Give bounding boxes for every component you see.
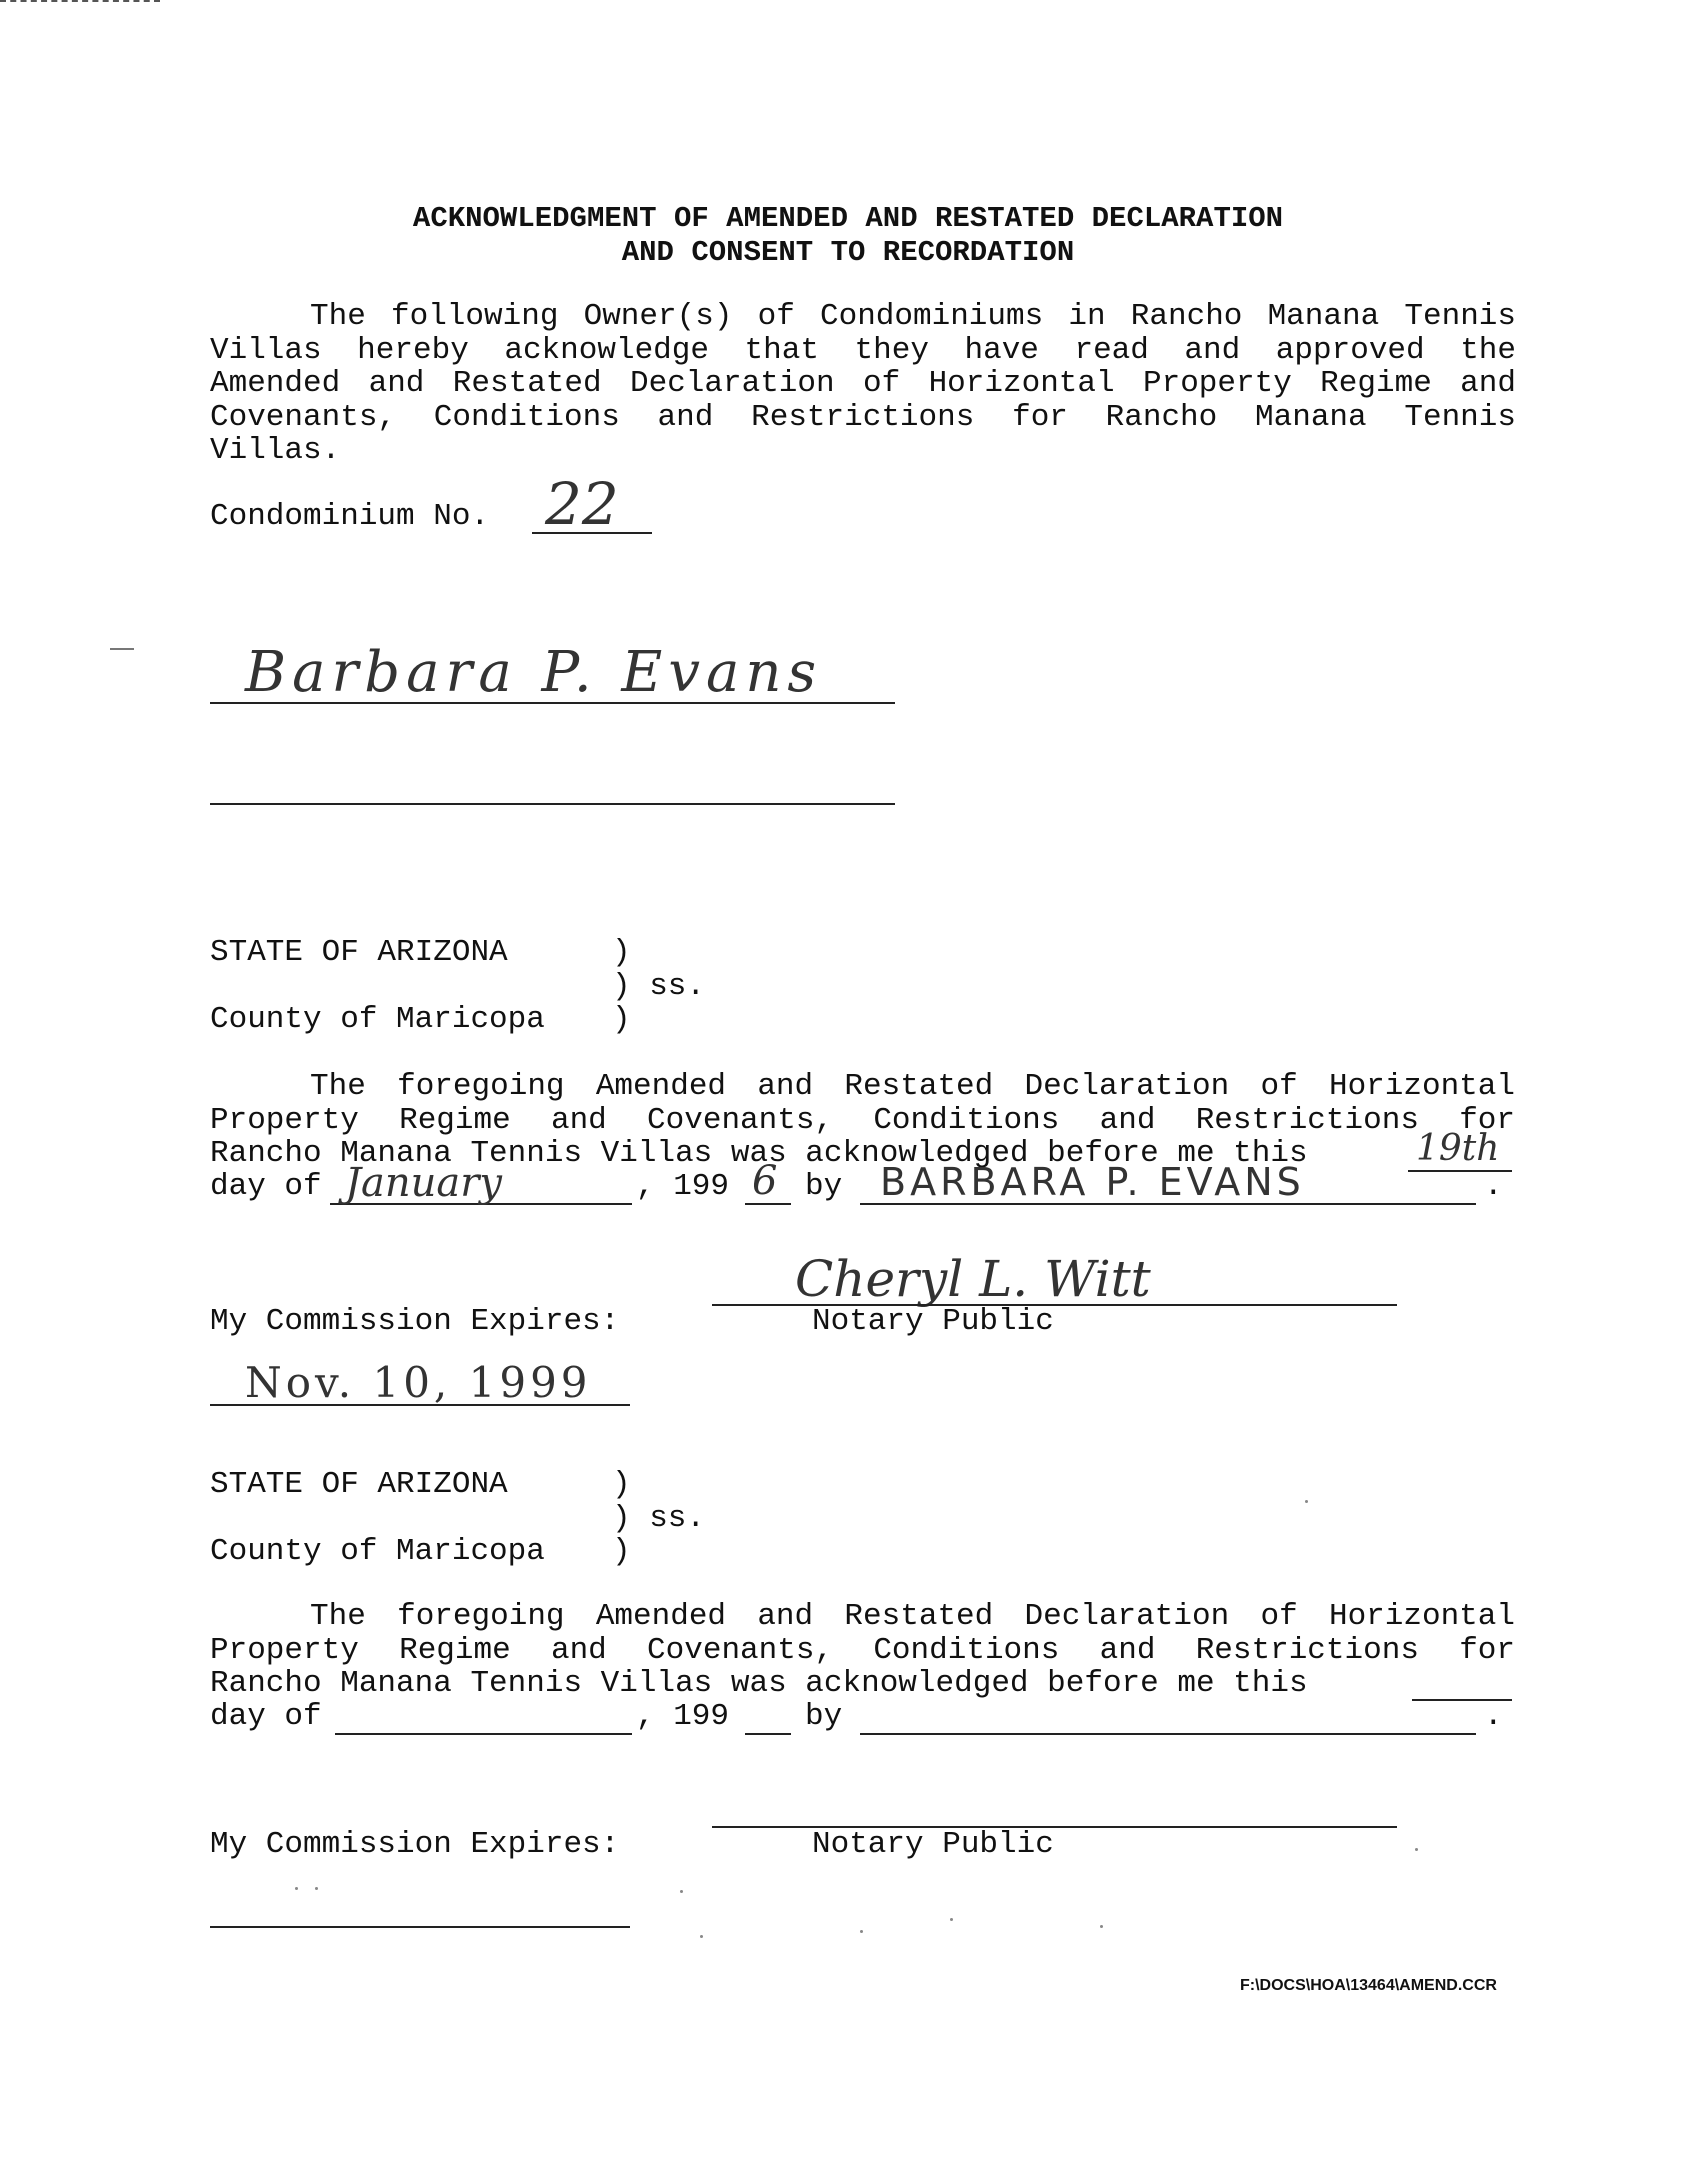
- commission-expires-line-2: [210, 1926, 630, 1928]
- ack-line: The foregoing Amended and Restated Declaration of Horizontal: [310, 1599, 1515, 1634]
- ack-line: Property Regime and Covenants, Conditions and Restrictions for: [210, 1102, 1515, 1138]
- venue-ss-1: ) ss.: [612, 969, 706, 1004]
- venue-county-1: County of Maricopa: [210, 1002, 545, 1037]
- ack-line: Rancho Manana Tennis Villas was acknowledged before me this: [210, 1666, 1308, 1701]
- ack-name-value: BARBARA P. EVANS: [880, 1160, 1305, 1204]
- intro-line: Villas hereby acknowledge that they have read and approved the: [210, 332, 1516, 368]
- ack-line: Property Regime and Covenants, Conditions and Restrictions for: [210, 1632, 1515, 1668]
- scan-speck: [1100, 1925, 1103, 1928]
- notary-public-label-2: Notary Public: [812, 1827, 1054, 1862]
- ack-period: .: [1484, 1699, 1503, 1734]
- ack-month-line-blank: [335, 1733, 632, 1735]
- commission-label-1: My Commission Expires:: [210, 1304, 620, 1339]
- scan-edge-mark: [0, 0, 160, 2]
- ack-period: .: [1484, 1169, 1503, 1204]
- scan-speck: [1415, 1848, 1418, 1851]
- venue-paren-1: ): [612, 935, 631, 970]
- ack-by-label: by: [805, 1699, 843, 1734]
- ack-year-prefix: , 199: [636, 1699, 730, 1734]
- stray-mark: [110, 648, 134, 650]
- ack-year-line-blank: [745, 1733, 791, 1735]
- venue-county-2: County of Maricopa: [210, 1534, 545, 1569]
- scan-speck: [860, 1930, 863, 1933]
- venue-paren-3: ): [612, 1002, 631, 1037]
- scan-speck: [700, 1935, 703, 1938]
- ack-year-prefix: , 199: [636, 1169, 730, 1204]
- scan-speck: [950, 1918, 953, 1921]
- commission-expires-line-1: [210, 1404, 630, 1406]
- commission-label-2: My Commission Expires:: [210, 1827, 620, 1862]
- owner-signature-line-1: [210, 702, 895, 704]
- acknowledgment-paragraph-2: [210, 1600, 1515, 1667]
- venue-paren-1: ): [612, 1467, 631, 1502]
- ack-month-value: January: [345, 1160, 502, 1206]
- venue-state-1: STATE OF ARIZONA: [210, 935, 508, 970]
- document-title-line-2: AND CONSENT TO RECORDATION: [621, 236, 1075, 269]
- venue-state-2: STATE OF ARIZONA: [210, 1467, 508, 1502]
- ack-year-value: 6: [752, 1158, 778, 1204]
- owner-signature: Barbara P. Evans: [245, 640, 823, 705]
- ack-dayof-label: day of: [210, 1699, 322, 1734]
- ack-line: The foregoing Amended and Restated Declaration of Horizontal: [310, 1069, 1515, 1104]
- ack-dayof-label: day of: [210, 1169, 322, 1204]
- notary-signature: Cheryl L. Witt: [795, 1250, 1151, 1308]
- document-file-path: F:\DOCS\HOA\13464\AMEND.CCR: [1240, 1977, 1497, 1994]
- condominium-number-value: 22: [545, 470, 619, 538]
- scan-speck: [295, 1887, 298, 1890]
- scan-speck: [1305, 1500, 1308, 1503]
- intro-paragraph: [210, 300, 1516, 468]
- venue-ss-2: ) ss.: [612, 1501, 706, 1536]
- intro-line: The following Owner(s) of Condominiums in Rancho Manana Tennis: [310, 299, 1516, 334]
- intro-line: Amended and Restated Declaration of Horizontal Property Regime and: [210, 366, 1516, 401]
- scan-speck: [315, 1887, 318, 1890]
- venue-paren-3: ): [612, 1534, 631, 1569]
- ack-name-line-blank: [860, 1733, 1476, 1735]
- condominium-label: Condominium No.: [210, 499, 490, 534]
- scan-speck: [680, 1890, 683, 1893]
- ack-day-value: 19th: [1416, 1128, 1500, 1169]
- intro-line: Covenants, Conditions and Restrictions for Rancho Manana Tennis: [210, 399, 1516, 435]
- ack-line: Rancho Manana Tennis Villas was acknowledged before me this: [210, 1136, 1308, 1171]
- commission-expires-value: Nov. 10, 1999: [245, 1358, 592, 1407]
- notary-public-label-1: Notary Public: [812, 1304, 1054, 1339]
- document-title-line-1: ACKNOWLEDGMENT OF AMENDED AND RESTATED DECLARATION: [412, 202, 1284, 235]
- ack-by-label: by: [805, 1169, 843, 1204]
- intro-line: Villas.: [210, 433, 341, 468]
- acknowledgment-paragraph-1: [210, 1070, 1515, 1137]
- owner-signature-line-2: [210, 803, 895, 805]
